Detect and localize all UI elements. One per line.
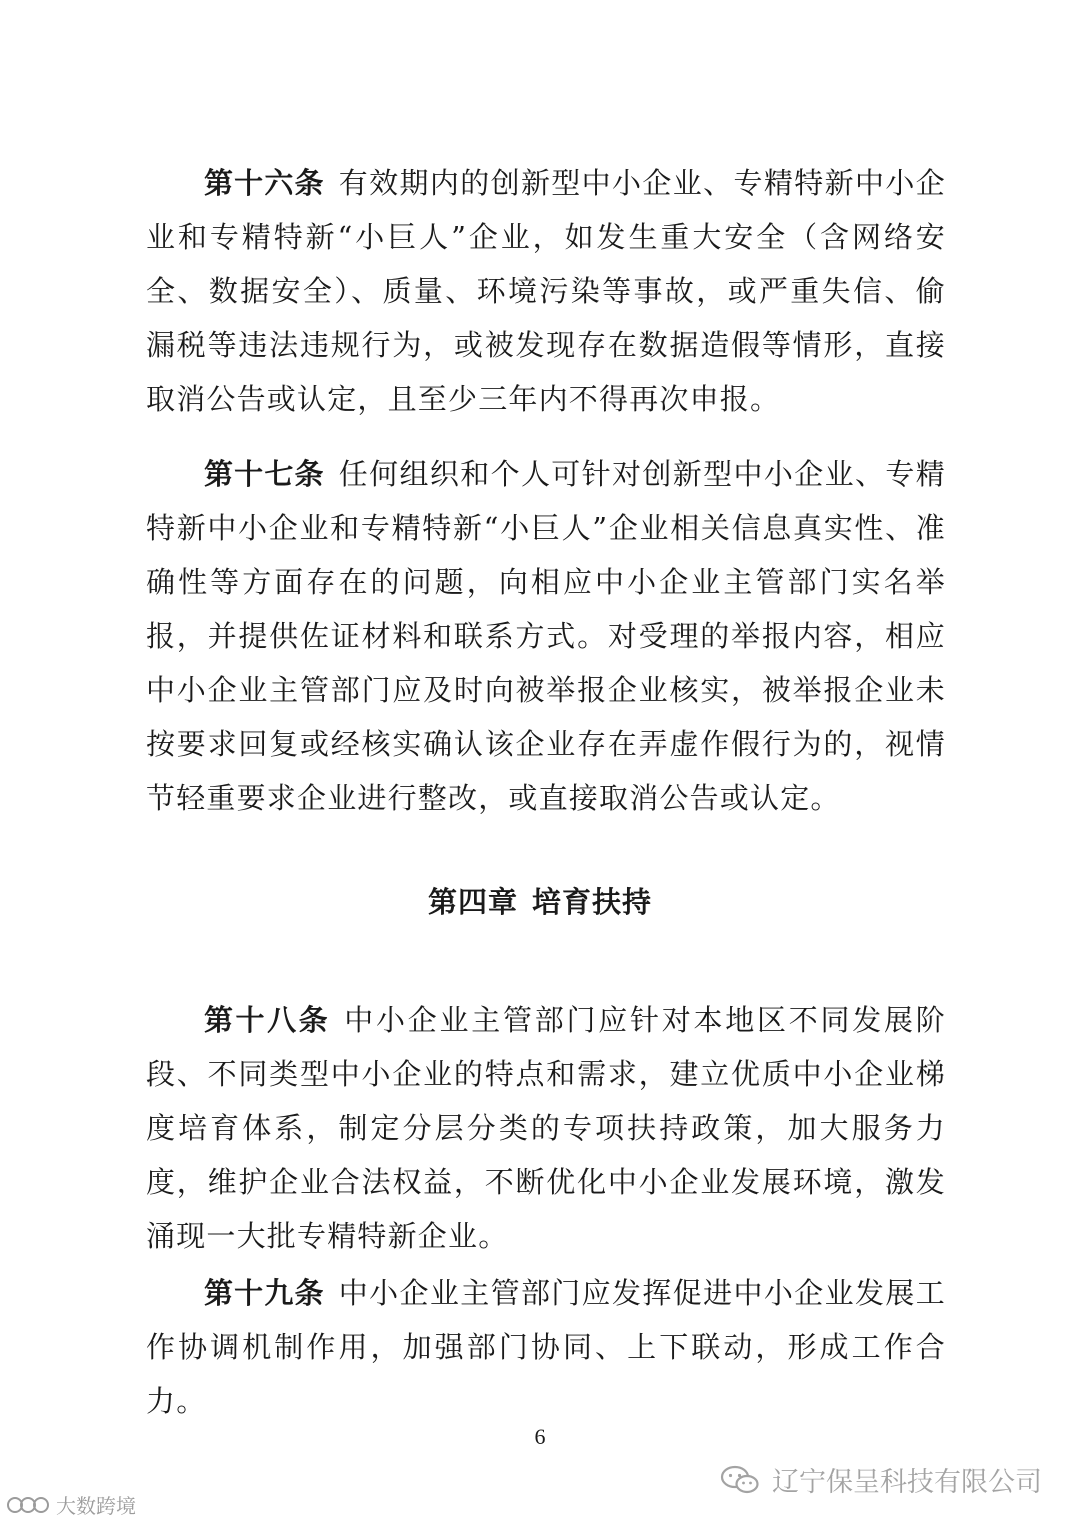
article-17: [146, 447, 946, 825]
page-number: 6: [534, 1424, 546, 1449]
wechat-icon: [720, 1465, 760, 1495]
watermark-left-text: 大数跨境: [56, 1494, 136, 1518]
article-17-label: 第十七条: [204, 457, 325, 491]
chapter-number: 第四章: [427, 885, 518, 919]
article-18-text: 中小企业主管部门应针对本地区不同发展阶段、不同类型中小企业的特点和需求，建立优质中小企业梯度培育体系，制定分层分类的专项扶持政策，加大服务力度，维护企业合法权益，不断优化中小企业发展环境，激发涌现一大批专精特新企业。: [146, 1003, 946, 1253]
watermark-right: [720, 1460, 1042, 1499]
article-16-label: 第十六条: [204, 166, 325, 200]
article-19-label: 第十九条: [204, 1276, 325, 1310]
logo-icon: [6, 1494, 50, 1516]
article-16-text: 有效期内的创新型中小企业、专精特新中小企业和专精特新“小巨人”企业，如发生重大安全（含网络安全、数据安全）、质量、环境污染等事故，或严重失信、偷漏税等违法违规行为，或被发现存在数据造假等情形，直接取消公告或认定，且至少三年内不得再次申报。: [146, 166, 946, 416]
article-18-label: 第十八条: [204, 1003, 331, 1037]
watermark-left: [6, 1490, 136, 1519]
chapter-title: 培育扶持: [532, 885, 653, 919]
article-16: [146, 156, 946, 426]
article-19: [146, 1266, 946, 1428]
article-18: [146, 993, 946, 1263]
article-17-text: 任何组织和个人可针对创新型中小企业、专精特新中小企业和专精特新“小巨人”企业相关信息真实性、准确性等方面存在的问题，向相应中小企业主管部门实名举报，并提供佐证材料和联系方式。对受理的举报内容，相应中小企业主管部门应及时向被举报企业核实，被举报企业未按要求回复或经核实确认该企业存在弄虚作假行为的，视情节轻重要求企业进行整改，或直接取消公告或认定。: [146, 457, 946, 815]
article-19-text: 中小企业主管部门应发挥促进中小企业发展工作协调机制作用，加强部门协同、上下联动，形成工作合力。: [146, 1276, 946, 1418]
watermark-right-text: 辽宁保呈科技有限公司: [772, 1467, 1042, 1498]
chapter-heading: [0, 880, 1080, 921]
